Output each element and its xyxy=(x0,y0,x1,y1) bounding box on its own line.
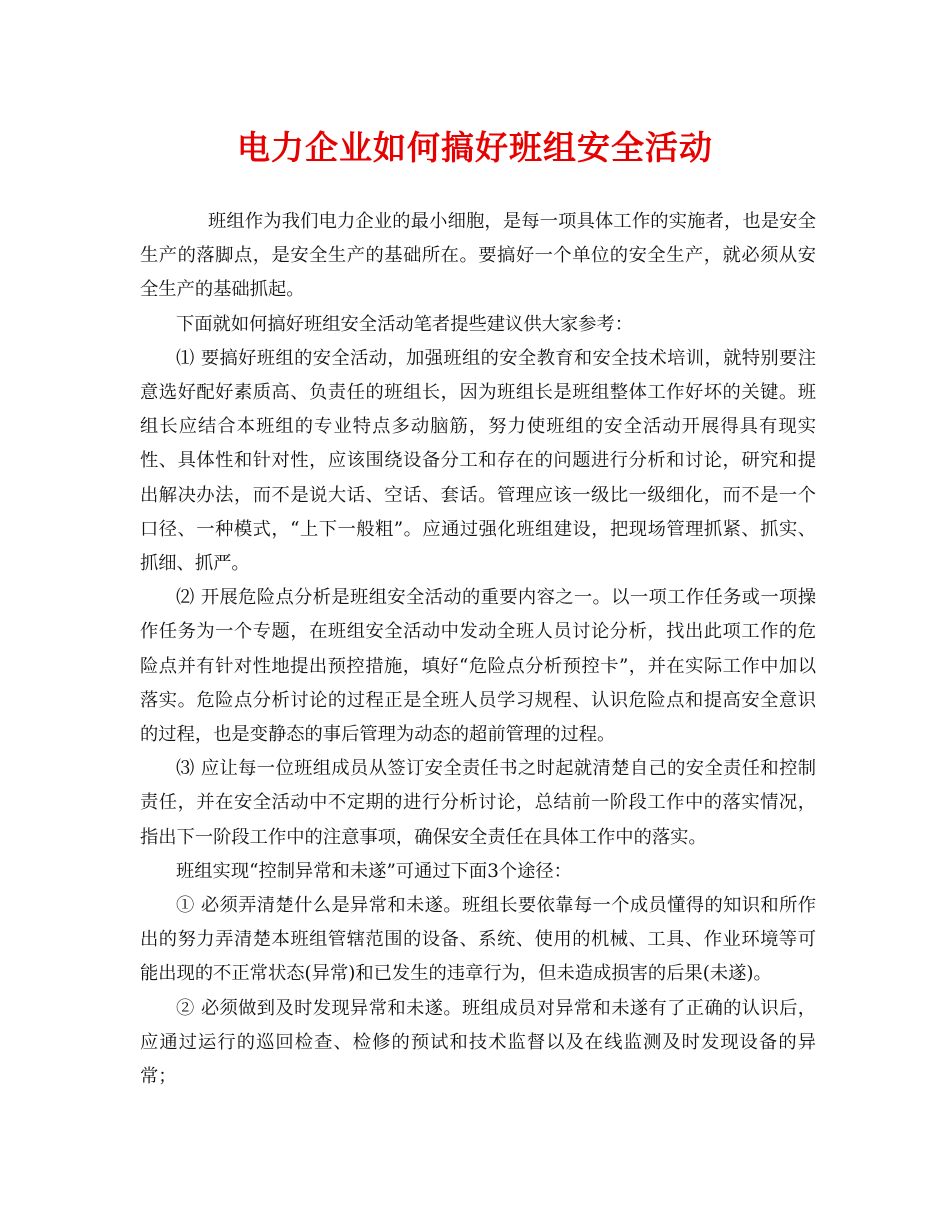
paragraph-point-3: ⑶ 应让每一位班组成员从签订安全责任书之时起就清楚自己的安全责任和控制责任，并在安全活动中不定期的进行分析讨论，总结前一阶段工作中的落实情况，指出下一阶段工作中的注意事项，确保安全责任在具体工作中的落实。 xyxy=(140,758,816,848)
paragraph-approach-1: ① 必须弄清楚什么是异常和未遂。班组长要依靠每一个成员懂得的知识和所作出的努力弄清楚本班组管辖范围的设备、系统、使用的机械、工具、作业环境等可能出现的不正常状态(异常)和已发生的违章行为，但未造成损害的后果(未遂)。 xyxy=(140,895,816,985)
document-title: 电力企业如何搞好班组安全活动 xyxy=(237,128,713,167)
document-body xyxy=(140,205,816,1094)
paragraph-approaches-intro: 班组实现“控制异常和未遂”可通过下面3个途径： xyxy=(176,860,572,882)
paragraph-lead-in: 下面就如何搞好班组安全活动笔者提些建议供大家参考： xyxy=(176,313,634,335)
paragraph-point-2: ⑵ 开展危险点分析是班组安全活动的重要内容之一。以一项工作任务或一项操作任务为一个专题，在班组安全活动中发动全班人员讨论分析，找出此项工作的危险点并有针对性地提出预控措施，填好“危险点分析预控卡”，并在实际工作中加以落实。危险点分析讨论的过程正是全班人员学习规程、认识危险点和提高安全意识的过程，也是变静态的事后管理为动态的超前管理的过程。 xyxy=(140,587,816,746)
paragraph-approach-2: ② 必须做到及时发现异常和未遂。班组成员对异常和未遂有了正确的认识后，应通过运行的巡回检查、检修的预试和技术监督以及在线监测及时发现设备的异常； xyxy=(140,997,816,1088)
paragraph-point-1: ⑴ 要搞好班组的安全活动，加强班组的安全教育和安全技术培训，就特别要注意选好配好素质高、负责任的班组长，因为班组长是班组整体工作好坏的关键。班组长应结合本班组的专业特点多动脑筋，努力使班组的安全活动开展得具有现实性、具体性和针对性，应该围绕设备分工和存在的问题进行分析和讨论，研究和提出解决办法，而不是说大话、空话、套话。管理应该一级比一级细化，而不是一个口径、一种模式，“上下一般粗”。应通过强化班组建设，把现场管理抓紧、抓实、抓细、抓严。 xyxy=(140,347,816,575)
paragraph-intro: 班组作为我们电力企业的最小细胞，是每一项具体工作的实施者，也是安全生产的落脚点，是安全生产的基础所在。要搞好一个单位的安全生产，就必须从安全生产的基础抓起。 xyxy=(140,211,816,301)
